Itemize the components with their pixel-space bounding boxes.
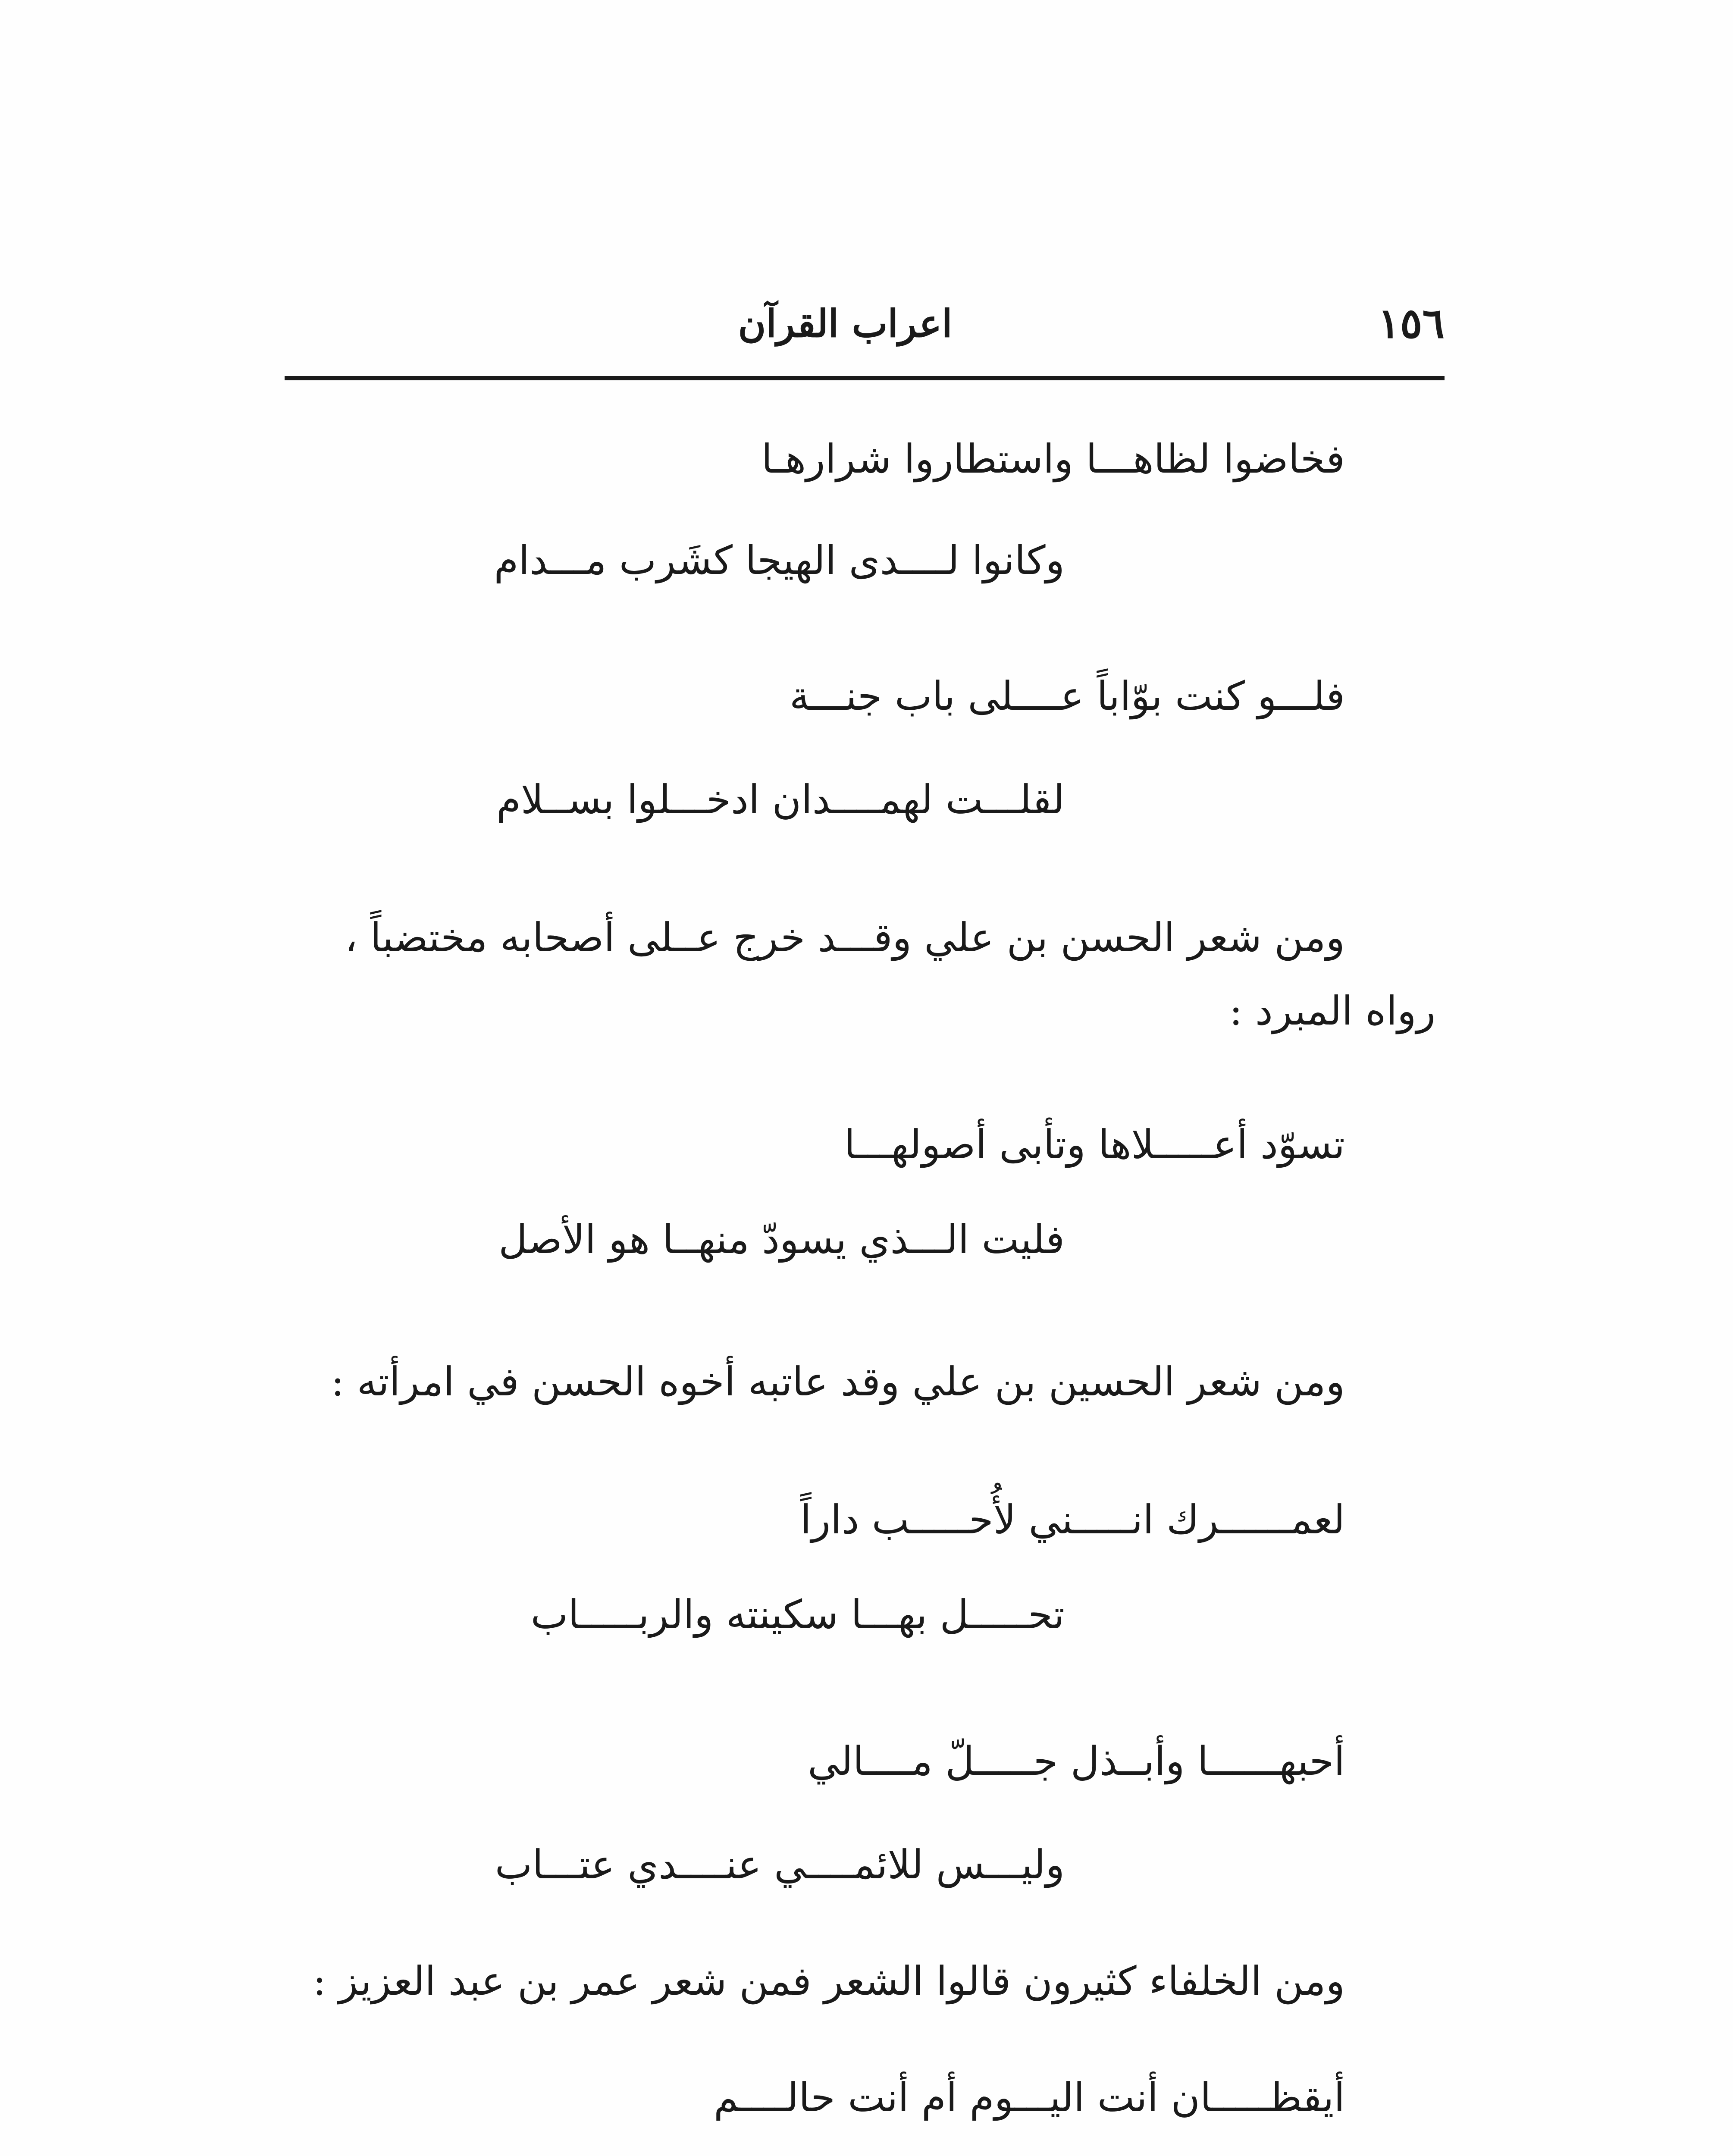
header-rule (285, 376, 1445, 380)
verse-line: لقلـــت لهمــــدان ادخـــلوا بســلام (496, 777, 1065, 823)
page-number: ١٥٦ (1378, 299, 1445, 348)
verse-line: أحبهــــــا وأبــذل جـــــلّ مــــالي (808, 1738, 1345, 1784)
verse-line: وكانوا لــــدى الهيجا كشَرب مـــدام (494, 537, 1065, 583)
verse-line: فخاضوا لظاهـــا واستطاروا شرارهـا (761, 436, 1345, 482)
verse-line: فليت الـــذي يسودّ منهــا هو الأصل (498, 1216, 1065, 1263)
verse-line: لعمــــــرك انـــــني لأُحـــــب داراً (800, 1497, 1345, 1543)
verse-line: تحـــــل بهـــا سكينته والربـــــاب (530, 1592, 1065, 1638)
verse-line: فلـــو كنت بوّاباً عــــلى باب جنـــة (789, 673, 1345, 719)
verse-line: وليـــس للائمــــي عنــــدي عتـــاب (495, 1842, 1065, 1888)
verse-line: تسوّد أعـــــلاها وتأبى أصولهـــا (844, 1122, 1345, 1168)
prose-line: ومن شعر الحسن بن علي وقـــد خرج عــلى أصحابه مختضباً ، (345, 915, 1345, 961)
prose-line: ومن شعر الحسين بن علي وقد عاتبه أخوه الحسن في امرأته : (331, 1359, 1345, 1405)
prose-line: رواه المبرد : (1229, 988, 1435, 1034)
page-header (285, 298, 1445, 349)
verse-line: أيقظـــــان أنت اليـــوم أم أنت حالــــم (714, 2075, 1345, 2121)
prose-line: ومن الخلفاء كثيرون قالوا الشعر فمن شعر عمر بن عبد العزيز : (313, 1958, 1345, 2004)
running-title: اعراب القرآن (738, 301, 953, 346)
